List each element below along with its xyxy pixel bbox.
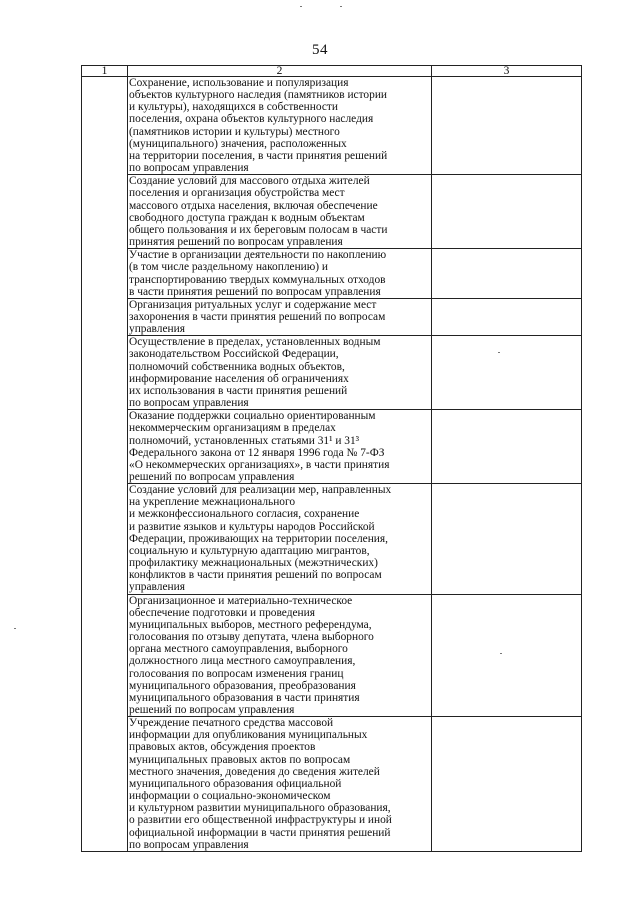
table-row (82, 249, 582, 299)
scan-speck (14, 628, 16, 629)
scan-speck (340, 6, 342, 7)
column-3-cell (432, 717, 582, 852)
column-3-cell (432, 249, 582, 299)
power-description-cell: Учреждение печатного средства массовой информации для опубликования муниципальных правовых актов, обсуждения проектов муниципальных правовых актов по вопросам местного значения, доведения до сведения жителей муниципального образования официальной информации о социально-экономическом и культурном развитии муниципального образования, о развитии его общественной инфраструктуры и иной официальной информации в части принятия решений по вопросам управления (128, 717, 432, 852)
column-3-cell (432, 410, 582, 484)
scan-speck (500, 653, 502, 654)
power-description-cell: Сохранение, использование и популяризация объектов культурного наследия (памятников истории и культуры), находящихся в собственности поселения, охрана объектов культурного наследия (памятников истории и культуры) местного (муниципального) значения, расположенных на территории поселения, в части принятия решений по вопросам управления (128, 77, 432, 175)
column-3-cell (432, 77, 582, 175)
scan-speck (498, 352, 500, 353)
table-row (82, 336, 582, 410)
column-header-1: 1 (82, 66, 128, 77)
column-3-cell (432, 484, 582, 594)
power-description-cell: Оказание поддержки социально ориентированным некоммерческим организациям в пределах полномочий, установленных статьями 31¹ и 31³ Федерального закона от 12 января 1996 года № 7-ФЗ «О некоммерческих организациях», в части принятия решений по вопросам управления (128, 410, 432, 484)
table-row (82, 298, 582, 335)
column-3-cell (432, 298, 582, 335)
column-header-3: 3 (432, 66, 582, 77)
table-row (82, 175, 582, 249)
column-header-2: 2 (128, 66, 432, 77)
table-header-row (82, 66, 582, 77)
table-row (82, 410, 582, 484)
power-description-cell: Организационное и материально-техническое обеспечение подготовки и проведения муниципальных выборов, местного референдума, голосования по отзыву депутата, члена выборного органа местного самоуправления, выборного должностного лица местного самоуправления, голосования по вопросам изменения границ муниципального образования, преобразования муниципального образования в части принятия решений по вопросам управления (128, 594, 432, 717)
powers-table (81, 65, 582, 852)
page-number: 54 (312, 42, 328, 58)
column-3-cell (432, 594, 582, 717)
scan-speck (300, 6, 302, 7)
column-3-cell (432, 175, 582, 249)
power-description-cell: Создание условий для реализации мер, направленных на укрепление межнационального и межконфессионального согласия, сохранение и развитие языков и культуры народов Российской Федерации, проживающих на территории поселения, социальную и культурную адаптацию мигрантов, профилактику межнациональных (межэтнических) конфликтов в части принятия решений по вопросам управления (128, 484, 432, 594)
power-description-cell: Организация ритуальных услуг и содержание мест захоронения в части принятия решений по вопросам управления (128, 298, 432, 335)
column-3-cell (432, 336, 582, 410)
column-1-merged-cell (82, 77, 128, 852)
power-description-cell: Создание условий для массового отдыха жителей поселения и организация обустройства мест массового отдыха населения, включая обеспечение свободного доступа граждан к водным объектам общего пользования и их береговым полосам в части принятия решений по вопросам управления (128, 175, 432, 249)
table-row (82, 484, 582, 594)
power-description-cell: Участие в организации деятельности по накоплению (в том числе раздельному накоплению) и транспортированию твердых коммунальных отходов в части принятия решений по вопросам управления (128, 249, 432, 299)
table-row (82, 717, 582, 852)
table-row (82, 77, 582, 175)
table-row (82, 594, 582, 717)
power-description-cell: Осуществление в пределах, установленных водным законодательством Российской Федерации, полномочий собственника водных объектов, информирование населения об ограничениях их использования в части принятия решений по вопросам управления (128, 336, 432, 410)
